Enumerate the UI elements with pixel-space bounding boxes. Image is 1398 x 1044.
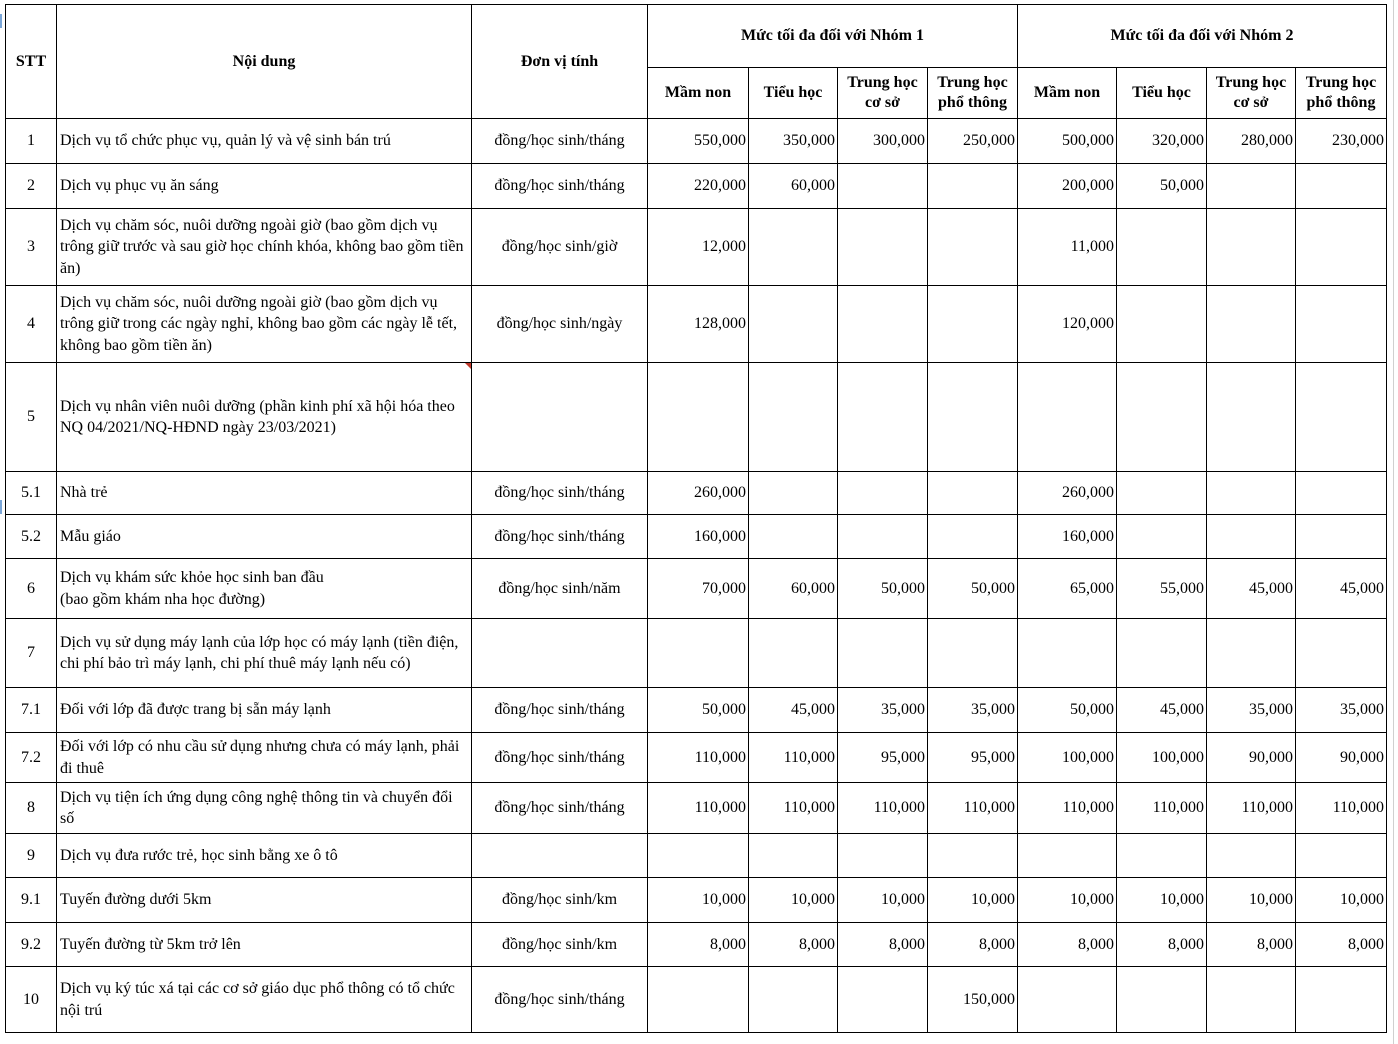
cell-value[interactable] [838, 515, 928, 559]
cell-value[interactable] [648, 834, 749, 878]
table-row [6, 209, 1387, 286]
cell-value[interactable]: 550,000 [648, 119, 749, 164]
cell-content[interactable]: Dịch vụ chăm sóc, nuôi dưỡng ngoài giờ (bao gồm dịch vụ trông giữ trong các ngày nghỉ, không bao gồm các ngày lễ tết, không bao gồm tiền ăn) [57, 286, 472, 363]
cell-value[interactable]: 110,000 [648, 733, 749, 783]
cell-value[interactable]: 260,000 [1018, 472, 1117, 515]
cell-value[interactable]: 100,000 [1018, 733, 1117, 783]
table-row [6, 783, 1387, 834]
cell-value[interactable]: 35,000 [838, 688, 928, 733]
cell-value[interactable] [1117, 967, 1207, 1033]
cell-value[interactable]: 95,000 [928, 733, 1018, 783]
table-row [6, 363, 1387, 472]
cell-content[interactable]: Dịch vụ ký túc xá tại các cơ sở giáo dục phổ thông có tổ chức nội trú [57, 967, 472, 1033]
cell-value[interactable] [1296, 472, 1387, 515]
cell-content[interactable]: Dịch vụ phục vụ ăn sáng [57, 164, 472, 209]
cell-value[interactable]: 110,000 [928, 783, 1018, 834]
cell-value[interactable]: 45,000 [1117, 688, 1207, 733]
cell-value[interactable]: 110,000 [1117, 783, 1207, 834]
cell-value[interactable] [928, 286, 1018, 363]
cell-stt[interactable]: 3 [6, 209, 57, 286]
cell-value[interactable] [1018, 619, 1117, 688]
cell-content[interactable]: Đối với lớp đã được trang bị sẵn máy lạnh [57, 688, 472, 733]
table-row [6, 733, 1387, 783]
cell-value[interactable]: 110,000 [1207, 783, 1296, 834]
cell-stt[interactable]: 10 [6, 967, 57, 1033]
cell-value[interactable] [1117, 209, 1207, 286]
cell-value[interactable]: 60,000 [749, 559, 838, 619]
cell-value[interactable]: 45,000 [749, 688, 838, 733]
cell-stt[interactable]: 9.1 [6, 878, 57, 923]
cell-value[interactable]: 45,000 [1296, 559, 1387, 619]
cell-value[interactable] [1117, 472, 1207, 515]
cell-value[interactable]: 8,000 [928, 923, 1018, 967]
cell-value[interactable] [1117, 286, 1207, 363]
cell-value[interactable] [1296, 619, 1387, 688]
cell-value[interactable] [648, 619, 749, 688]
cell-value[interactable] [1207, 834, 1296, 878]
cell-unit[interactable]: đồng/học sinh/tháng [472, 472, 648, 515]
cell-value[interactable] [928, 209, 1018, 286]
cell-value[interactable] [1207, 967, 1296, 1033]
header-stt[interactable]: STT [6, 5, 57, 119]
table-row [6, 619, 1387, 688]
cell-stt[interactable]: 5 [6, 363, 57, 472]
cell-value[interactable]: 110,000 [1018, 783, 1117, 834]
row-indicator [0, 14, 2, 28]
cell-value[interactable]: 8,000 [1018, 923, 1117, 967]
header-level-g1-3[interactable]: Trung học phổ thông [928, 68, 1018, 119]
cell-stt[interactable]: 9.2 [6, 923, 57, 967]
cell-value[interactable]: 8,000 [1296, 923, 1387, 967]
table-row [6, 472, 1387, 515]
cell-content[interactable]: Dịch vụ tiện ích ứng dụng công nghệ thông tin và chuyển đổi số [57, 783, 472, 834]
table-row [6, 119, 1387, 164]
cell-unit[interactable]: đồng/học sinh/tháng [472, 688, 648, 733]
cell-content[interactable]: Mẫu giáo [57, 515, 472, 559]
cell-value[interactable]: 10,000 [1117, 878, 1207, 923]
row-indicator [0, 500, 2, 514]
cell-value[interactable] [749, 619, 838, 688]
cell-value[interactable] [1117, 363, 1207, 472]
table-row [6, 923, 1387, 967]
cell-value[interactable] [1117, 515, 1207, 559]
cell-value[interactable] [928, 515, 1018, 559]
cell-value[interactable]: 150,000 [928, 967, 1018, 1033]
cell-unit[interactable]: đồng/học sinh/tháng [472, 733, 648, 783]
cell-unit[interactable]: đồng/học sinh/giờ [472, 209, 648, 286]
cell-value[interactable] [1117, 619, 1207, 688]
cell-value[interactable]: 500,000 [1018, 119, 1117, 164]
table-row [6, 967, 1387, 1033]
cell-value[interactable] [838, 967, 928, 1033]
header-level-g2-2[interactable]: Trung học cơ sở [1207, 68, 1296, 119]
header-level-g2-0[interactable]: Mầm non [1018, 68, 1117, 119]
cell-value[interactable] [838, 164, 928, 209]
header-level-g1-2[interactable]: Trung học cơ sở [838, 68, 928, 119]
cell-value[interactable]: 260,000 [648, 472, 749, 515]
header-content[interactable]: Nội dung [57, 5, 472, 119]
cell-unit[interactable]: đồng/học sinh/năm [472, 559, 648, 619]
table-row [6, 834, 1387, 878]
cell-value[interactable]: 8,000 [838, 923, 928, 967]
cell-unit[interactable]: đồng/học sinh/ngày [472, 286, 648, 363]
cell-unit[interactable]: đồng/học sinh/tháng [472, 164, 648, 209]
cell-value[interactable]: 10,000 [1296, 878, 1387, 923]
cell-value[interactable]: 110,000 [838, 783, 928, 834]
cell-unit[interactable]: đồng/học sinh/tháng [472, 515, 648, 559]
cell-value[interactable] [838, 619, 928, 688]
header-level-g2-1[interactable]: Tiểu học [1117, 68, 1207, 119]
cell-stt[interactable]: 5.2 [6, 515, 57, 559]
cell-content[interactable]: Đối với lớp có nhu cầu sử dụng nhưng chưa có máy lạnh, phải đi thuê [57, 733, 472, 783]
cell-value[interactable]: 110,000 [749, 783, 838, 834]
cell-value[interactable] [1296, 363, 1387, 472]
header-group-2[interactable]: Mức tối đa đối với Nhóm 2 [1018, 5, 1387, 68]
fee-table [5, 4, 1387, 1033]
cell-unit[interactable] [472, 363, 648, 472]
cell-value[interactable]: 50,000 [838, 559, 928, 619]
spreadsheet-sheet [5, 4, 1387, 1033]
cell-value[interactable]: 50,000 [648, 688, 749, 733]
cell-value[interactable]: 100,000 [1117, 733, 1207, 783]
cell-value[interactable] [928, 363, 1018, 472]
cell-value[interactable]: 8,000 [648, 923, 749, 967]
cell-stt[interactable]: 2 [6, 164, 57, 209]
cell-value[interactable] [928, 472, 1018, 515]
cell-value[interactable]: 50,000 [1018, 688, 1117, 733]
cell-value[interactable]: 10,000 [1018, 878, 1117, 923]
cell-value[interactable]: 110,000 [648, 783, 749, 834]
cell-value[interactable] [1207, 472, 1296, 515]
cell-stt[interactable]: 7 [6, 619, 57, 688]
table-row [6, 688, 1387, 733]
cell-unit[interactable]: đồng/học sinh/km [472, 878, 648, 923]
cell-value[interactable]: 250,000 [928, 119, 1018, 164]
cell-value[interactable]: 110,000 [1296, 783, 1387, 834]
cell-value[interactable] [1296, 286, 1387, 363]
cell-value[interactable]: 200,000 [1018, 164, 1117, 209]
cell-content[interactable]: Dịch vụ đưa rước trẻ, học sinh bằng xe ô tô [57, 834, 472, 878]
cell-value[interactable] [648, 967, 749, 1033]
cell-value[interactable] [1117, 834, 1207, 878]
cell-stt[interactable]: 9 [6, 834, 57, 878]
cell-value[interactable] [838, 834, 928, 878]
cell-unit[interactable]: đồng/học sinh/tháng [472, 783, 648, 834]
table-row [6, 286, 1387, 363]
cell-stt[interactable]: 7.2 [6, 733, 57, 783]
cell-value[interactable]: 160,000 [1018, 515, 1117, 559]
cell-value[interactable] [928, 164, 1018, 209]
cell-value[interactable]: 320,000 [1117, 119, 1207, 164]
header-unit[interactable]: Đơn vị tính [472, 5, 648, 119]
cell-stt[interactable]: 7.1 [6, 688, 57, 733]
cell-value[interactable] [838, 209, 928, 286]
table-row [6, 878, 1387, 923]
cell-content[interactable]: Tuyến đường từ 5km trở lên [57, 923, 472, 967]
table-row [6, 559, 1387, 619]
cell-value[interactable]: 10,000 [838, 878, 928, 923]
cell-value[interactable] [749, 209, 838, 286]
cell-value[interactable]: 90,000 [1207, 733, 1296, 783]
cell-unit[interactable] [472, 619, 648, 688]
cell-value[interactable]: 12,000 [648, 209, 749, 286]
header-group-1[interactable]: Mức tối đa đối với Nhóm 1 [648, 5, 1018, 68]
cell-unit[interactable]: đồng/học sinh/tháng [472, 967, 648, 1033]
cell-value[interactable] [1296, 834, 1387, 878]
cell-value[interactable]: 10,000 [1207, 878, 1296, 923]
cell-value[interactable]: 11,000 [1018, 209, 1117, 286]
cell-unit[interactable]: đồng/học sinh/tháng [472, 119, 648, 164]
cell-value[interactable]: 70,000 [648, 559, 749, 619]
cell-value[interactable] [838, 363, 928, 472]
cell-content[interactable]: Dịch vụ sử dụng máy lạnh của lớp học có máy lạnh (tiền điện, chi phí bảo trì máy lạnh, chi phí thuê máy lạnh nếu có) [57, 619, 472, 688]
cell-stt[interactable]: 4 [6, 286, 57, 363]
cell-content[interactable]: Dịch vụ nhân viên nuôi dưỡng (phần kinh phí xã hội hóa theo NQ 04/2021/NQ-HĐND ngày 23/03/2021) [57, 363, 472, 472]
cell-content[interactable]: Nhà trẻ [57, 472, 472, 515]
cell-unit[interactable]: đồng/học sinh/km [472, 923, 648, 967]
cell-value[interactable] [1018, 363, 1117, 472]
cell-value[interactable]: 280,000 [1207, 119, 1296, 164]
cell-value[interactable]: 220,000 [648, 164, 749, 209]
cell-value[interactable]: 8,000 [1117, 923, 1207, 967]
cell-value[interactable]: 50,000 [928, 559, 1018, 619]
header-level-g1-1[interactable]: Tiểu học [749, 68, 838, 119]
cell-stt[interactable]: 6 [6, 559, 57, 619]
comment-indicator-icon[interactable] [465, 363, 471, 369]
cell-value[interactable] [1296, 164, 1387, 209]
cell-value[interactable]: 65,000 [1018, 559, 1117, 619]
cell-stt[interactable]: 8 [6, 783, 57, 834]
cell-content[interactable]: Tuyến đường dưới 5km [57, 878, 472, 923]
cell-value[interactable]: 10,000 [648, 878, 749, 923]
cell-value[interactable]: 50,000 [1117, 164, 1207, 209]
cell-value[interactable]: 128,000 [648, 286, 749, 363]
cell-value[interactable] [749, 472, 838, 515]
cell-value[interactable] [648, 363, 749, 472]
cell-value[interactable]: 60,000 [749, 164, 838, 209]
cell-value[interactable] [1207, 209, 1296, 286]
column-gridline [1393, 0, 1394, 1044]
cell-value[interactable] [1207, 164, 1296, 209]
cell-value[interactable]: 10,000 [928, 878, 1018, 923]
cell-value[interactable] [749, 967, 838, 1033]
cell-value[interactable] [1018, 834, 1117, 878]
cell-value[interactable] [1207, 515, 1296, 559]
table-row [6, 164, 1387, 209]
cell-value[interactable] [1296, 515, 1387, 559]
cell-stt[interactable]: 1 [6, 119, 57, 164]
cell-value[interactable]: 160,000 [648, 515, 749, 559]
cell-value[interactable]: 95,000 [838, 733, 928, 783]
cell-value[interactable]: 230,000 [1296, 119, 1387, 164]
header-level-g2-3[interactable]: Trung học phổ thông [1296, 68, 1387, 119]
cell-value[interactable] [1207, 619, 1296, 688]
cell-value[interactable] [749, 363, 838, 472]
cell-value[interactable] [1296, 967, 1387, 1033]
cell-value[interactable] [749, 286, 838, 363]
cell-value[interactable]: 120,000 [1018, 286, 1117, 363]
cell-value[interactable] [928, 834, 1018, 878]
cell-value[interactable]: 45,000 [1207, 559, 1296, 619]
header-level-g1-0[interactable]: Mầm non [648, 68, 749, 119]
cell-value[interactable] [1207, 286, 1296, 363]
cell-content[interactable]: Dịch vụ chăm sóc, nuôi dưỡng ngoài giờ (bao gồm dịch vụ trông giữ trước và sau giờ học chính khóa, không bao gồm tiền ăn) [57, 209, 472, 286]
cell-value[interactable] [749, 515, 838, 559]
cell-value[interactable] [838, 286, 928, 363]
cell-value[interactable] [1018, 967, 1117, 1033]
cell-value[interactable]: 55,000 [1117, 559, 1207, 619]
cell-value[interactable] [1296, 209, 1387, 286]
cell-value[interactable] [838, 472, 928, 515]
cell-value[interactable]: 8,000 [749, 923, 838, 967]
cell-content[interactable]: Dịch vụ tổ chức phục vụ, quản lý và vệ sinh bán trú [57, 119, 472, 164]
cell-value[interactable]: 90,000 [1296, 733, 1387, 783]
cell-value[interactable]: 35,000 [1207, 688, 1296, 733]
cell-value[interactable] [749, 834, 838, 878]
cell-value[interactable]: 350,000 [749, 119, 838, 164]
table-row [6, 515, 1387, 559]
cell-value[interactable]: 110,000 [749, 733, 838, 783]
cell-unit[interactable] [472, 834, 648, 878]
cell-content[interactable]: Dịch vụ khám sức khỏe học sinh ban đầu (bao gồm khám nha học đường) [57, 559, 472, 619]
cell-value[interactable] [928, 619, 1018, 688]
cell-value[interactable] [1207, 363, 1296, 472]
cell-value[interactable]: 35,000 [1296, 688, 1387, 733]
cell-stt[interactable]: 5.1 [6, 472, 57, 515]
cell-value[interactable]: 10,000 [749, 878, 838, 923]
cell-value[interactable]: 8,000 [1207, 923, 1296, 967]
cell-value[interactable]: 35,000 [928, 688, 1018, 733]
cell-value[interactable]: 300,000 [838, 119, 928, 164]
